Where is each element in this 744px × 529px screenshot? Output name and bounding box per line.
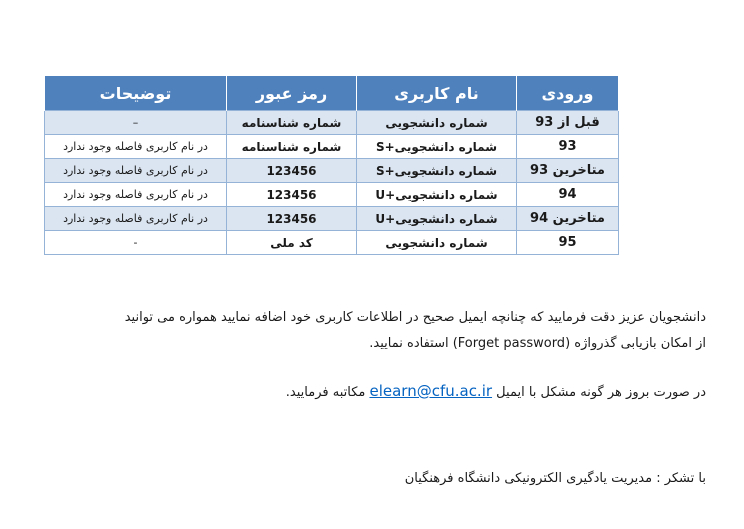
cell-entry: 94 xyxy=(517,183,619,207)
cell-notes: در نام کاربری فاصله وجود ندارد xyxy=(45,159,227,183)
table-row xyxy=(45,207,619,231)
email-recovery-notice xyxy=(36,305,706,357)
header-entry: ورودی xyxy=(517,76,619,111)
cell-entry: متاخرین 94 xyxy=(517,207,619,231)
cell-username: شماره دانشجویی xyxy=(357,231,517,255)
support-text-before: در صورت بروز هر گونه مشکل با ایمیل xyxy=(492,385,706,400)
table-row xyxy=(45,159,619,183)
support-text-after: مکاتبه فرمایید. xyxy=(285,385,370,400)
table-row xyxy=(45,231,619,255)
cell-password: 123456 xyxy=(227,159,357,183)
cell-notes: در نام کاربری فاصله وجود ندارد xyxy=(45,135,227,159)
login-info-table xyxy=(44,76,619,255)
table-row xyxy=(45,183,619,207)
table-row xyxy=(45,135,619,159)
notice-line-2: از امکان بازیابی گذرواژه (Forget password) استفاده نمایید. xyxy=(369,336,706,351)
table-row xyxy=(45,111,619,135)
cell-entry: متاخرین 93 xyxy=(517,159,619,183)
cell-username: شماره دانشجویی+U xyxy=(357,207,517,231)
cell-username: شماره دانشجویی+U xyxy=(357,183,517,207)
cell-notes: در نام کاربری فاصله وجود ندارد xyxy=(45,183,227,207)
cell-notes: در نام کاربری فاصله وجود ندارد xyxy=(45,207,227,231)
header-notes: توضیحات xyxy=(45,76,227,111)
table-header-row xyxy=(45,76,619,111)
cell-entry: 95 xyxy=(517,231,619,255)
cell-password: 123456 xyxy=(227,207,357,231)
support-contact-line xyxy=(36,378,706,406)
cell-username: شماره دانشجویی xyxy=(357,111,517,135)
cell-username: شماره دانشجویی+S xyxy=(357,135,517,159)
cell-entry: قبل از 93 xyxy=(517,111,619,135)
cell-password: 123456 xyxy=(227,183,357,207)
cell-password: شماره شناسنامه xyxy=(227,111,357,135)
signature-line: با تشکر : مدیریت یادگیری الکترونیکی دانشگاه فرهنگیان xyxy=(404,471,706,486)
cell-notes: - xyxy=(45,231,227,255)
cell-password: شماره شناسنامه xyxy=(227,135,357,159)
support-email-link[interactable]: elearn@cfu.ac.ir xyxy=(369,382,493,400)
cell-username: شماره دانشجویی+S xyxy=(357,159,517,183)
cell-notes: – xyxy=(45,111,227,135)
cell-entry: 93 xyxy=(517,135,619,159)
header-password: رمز عبور xyxy=(227,76,357,111)
notice-line-1: دانشجویان عزیز دقت فرمایید که چنانچه ایمیل صحیح در اطلاعات کاربری خود اضافه نمایید همواره می توانید xyxy=(124,310,706,325)
header-username: نام کاربری xyxy=(357,76,517,111)
cell-password: کد ملی xyxy=(227,231,357,255)
